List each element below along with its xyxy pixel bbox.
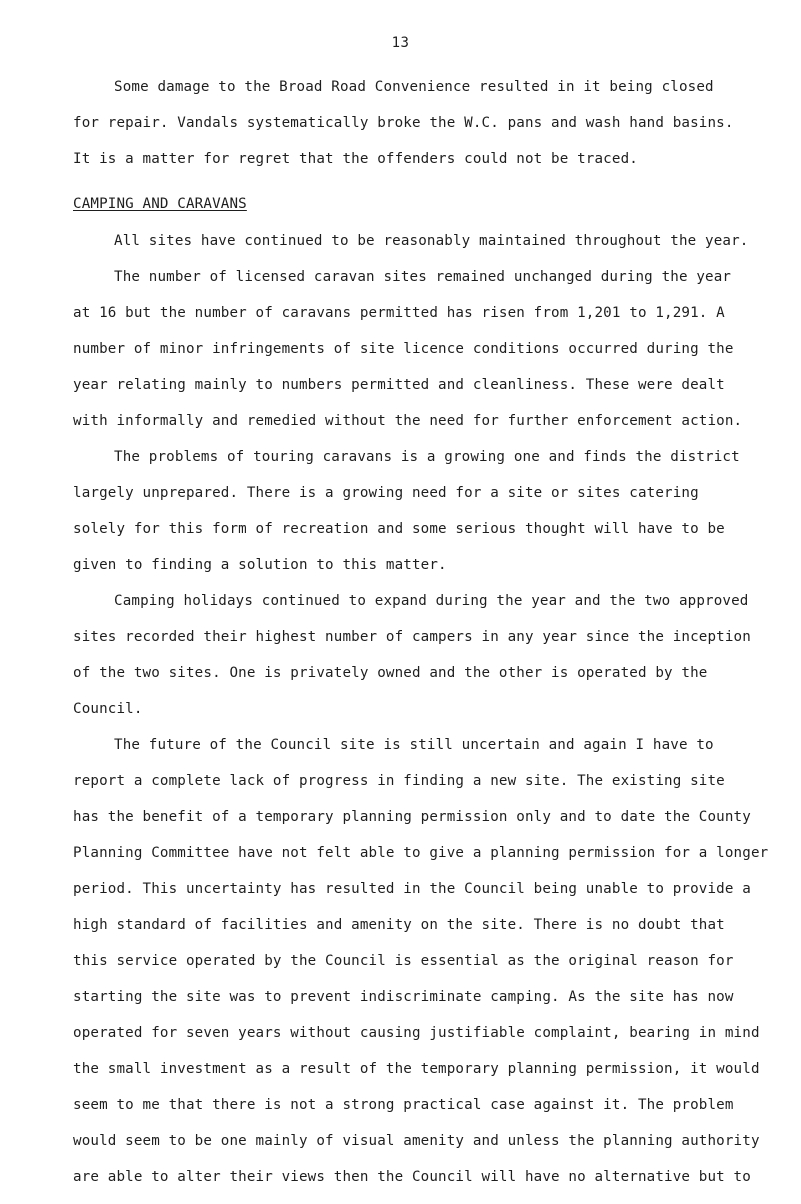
touring-line-1: The problems of touring caravans is a growing one and finds the district [114, 449, 740, 465]
future-line-5: period. This uncertainty has resulted in the Council being unable to provide a [73, 881, 751, 897]
sites-line-5: year relating mainly to numbers permitted and cleanliness. These were dealt [73, 377, 725, 393]
sites-line-2: The number of licensed caravan sites remained unchanged during the year [114, 269, 732, 285]
future-line-4: Planning Committee have not felt able to give a planning permission for a longer [73, 845, 769, 861]
future-line-8: starting the site was to prevent indiscriminate camping. As the site has now [73, 989, 734, 1005]
sites-line-1: All sites have continued to be reasonably maintained throughout the year. [114, 233, 749, 249]
touring-line-4: given to finding a solution to this matter. [73, 557, 447, 573]
camping-line-4: Council. [73, 701, 143, 717]
sites-line-4: number of minor infringements of site licence conditions occurred during the [73, 341, 734, 357]
future-line-13: are able to alter their views then the Council will have no alternative but to [73, 1169, 751, 1185]
future-line-3: has the benefit of a temporary planning permission only and to date the County [73, 809, 751, 825]
future-line-2: report a complete lack of progress in finding a new site. The existing site [73, 773, 725, 789]
section-heading: CAMPING AND CARAVANS [73, 196, 247, 212]
sites-line-6: with informally and remedied without the need for further enforcement action. [73, 413, 743, 429]
intro-line-3: It is a matter for regret that the offenders could not be traced. [73, 151, 638, 167]
future-line-1: The future of the Council site is still uncertain and again I have to [114, 737, 714, 753]
future-line-11: seem to me that there is not a strong practical case against it. The problem [73, 1097, 734, 1113]
future-line-12: would seem to be one mainly of visual amenity and unless the planning authority [73, 1133, 760, 1149]
intro-line-1: Some damage to the Broad Road Convenience resulted in it being closed [114, 79, 714, 95]
touring-line-3: solely for this form of recreation and some serious thought will have to be [73, 521, 725, 537]
camping-line-1: Camping holidays continued to expand during the year and the two approved [114, 593, 749, 609]
intro-line-2: for repair. Vandals systematically broke the W.C. pans and wash hand basins. [73, 115, 734, 131]
future-line-10: the small investment as a result of the temporary planning permission, it would [73, 1061, 760, 1077]
future-line-7: this service operated by the Council is essential as the original reason for [73, 953, 734, 969]
future-line-6: high standard of facilities and amenity on the site. There is no doubt that [73, 917, 725, 933]
sites-line-3: at 16 but the number of caravans permitted has risen from 1,201 to 1,291. A [73, 305, 725, 321]
camping-line-2: sites recorded their highest number of campers in any year since the inception [73, 629, 751, 645]
future-line-9: operated for seven years without causing justifiable complaint, bearing in mind [73, 1025, 760, 1041]
touring-line-2: largely unprepared. There is a growing need for a site or sites catering [73, 485, 699, 501]
camping-line-3: of the two sites. One is privately owned and the other is operated by the [73, 665, 708, 681]
page-number: 13 [391, 35, 410, 51]
